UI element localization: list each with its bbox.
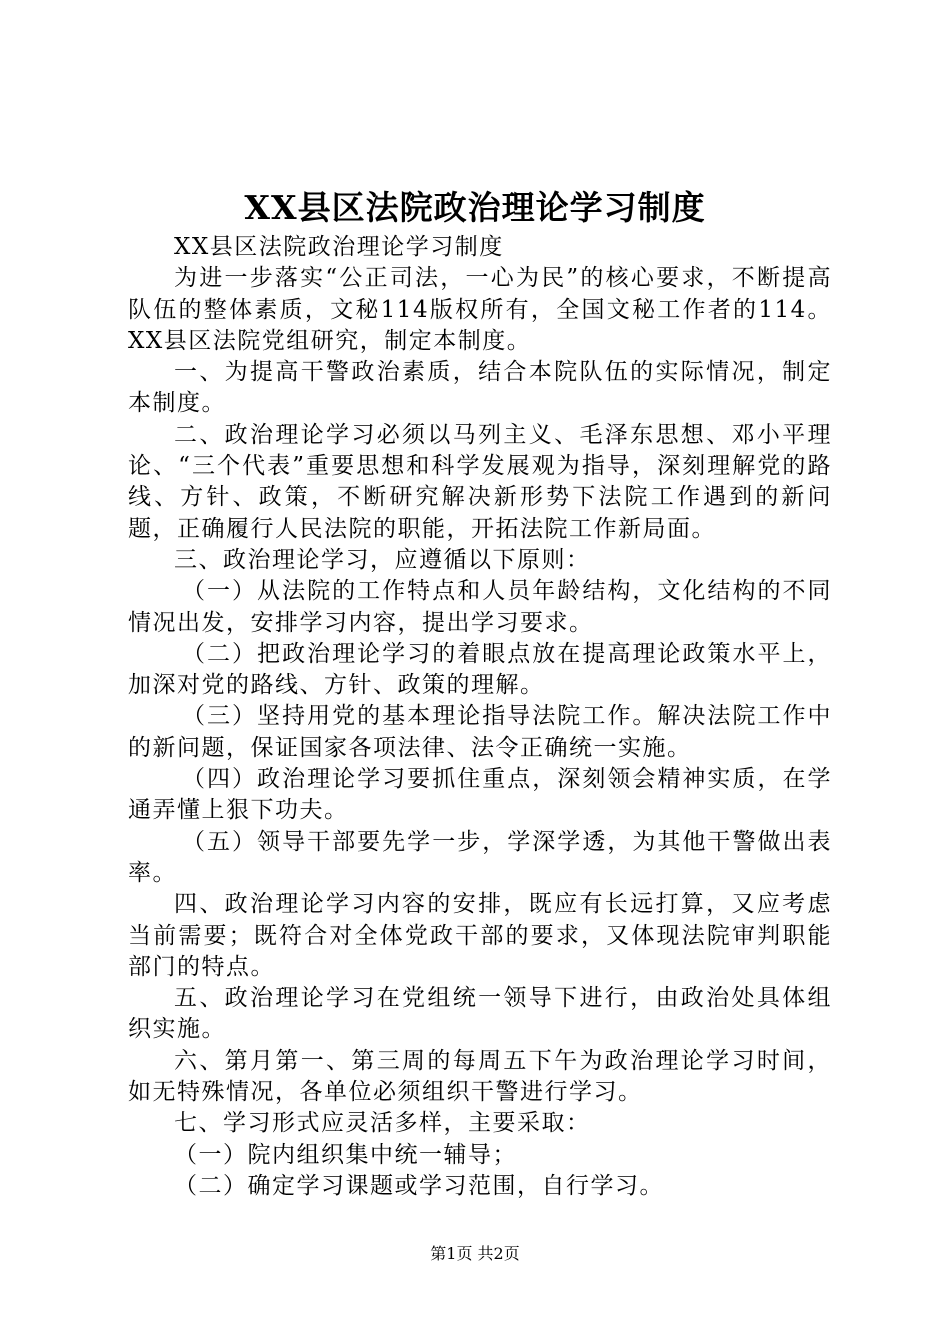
paragraph-item-4: 四、政治理论学习内容的安排，既应有长远打算，又应考虑当前需要；既符合对全体党政干部的要求，又体现法院审判职能部门的特点。 xyxy=(128,891,832,980)
paragraph-item-2: 二、政治理论学习必须以马列主义、毛泽东思想、邓小平理论、“三个代表”重要思想和科学发展观为指导，深刻理解党的路线、方针、政策，不断研究解决新形势下法院工作遇到的新问题，正确履行人民法院的职能，开拓法院工作新局面。 xyxy=(128,421,832,542)
paragraph-heading-repeat: XX县区法院政治理论学习制度 xyxy=(174,234,504,260)
paragraph-principle-3: （三）坚持用党的基本理论指导法院工作。解决法院工作中的新问题，保证国家各项法律、法令正确统一实施。 xyxy=(128,703,832,761)
document-body xyxy=(128,232,832,1202)
paragraph-item-7: 七、学习形式应灵活多样，主要采取： xyxy=(174,1110,591,1137)
paragraph-principle-1: （一）从法院的工作特点和人员年龄结构，文化结构的不同情况出发，安排学习内容，提出学习要求。 xyxy=(128,578,832,636)
paragraph-item-3: 三、政治理论学习，应遵循以下原则： xyxy=(174,546,591,573)
paragraph-item-6: 六、第月第一、第三周的每周五下午为政治理论学习时间，如无特殊情况，各单位必须组织干警进行学习。 xyxy=(128,1047,832,1106)
paragraph-item-5: 五、政治理论学习在党组统一领导下进行，由政治处具体组织实施。 xyxy=(128,985,832,1043)
paragraph-intro: 为进一步落实“公正司法，一心为民”的核心要求，不断提高队伍的整体素质，文秘114版权所有，全国文秘工作者的114。XX县区法院党组研究，制定本制度。 xyxy=(128,265,832,354)
document-title: XX县区法院政治理论学习制度 xyxy=(244,188,706,227)
paragraph-principle-2: （二）把政治理论学习的着眼点放在提高理论政策水平上，加深对党的路线、方针、政策的理解。 xyxy=(128,640,832,699)
paragraph-item-1: 一、为提高干警政治素质，结合本院队伍的实际情况，制定本制度。 xyxy=(128,359,832,417)
paragraph-form-2: （二）确定学习课题或学习范围，自行学习。 xyxy=(174,1172,664,1199)
paragraph-principle-4: （四）政治理论学习要抓住重点，深刻领会精神实质，在学通弄懂上狠下功夫。 xyxy=(128,766,832,824)
paragraph-principle-5: （五）领导干部要先学一步，学深学透，为其他干警做出表率。 xyxy=(128,828,832,886)
paragraph-form-1: （一）院内组织集中统一辅导； xyxy=(174,1141,517,1168)
page-number-footer: 第1页 共2页 xyxy=(430,1244,520,1263)
